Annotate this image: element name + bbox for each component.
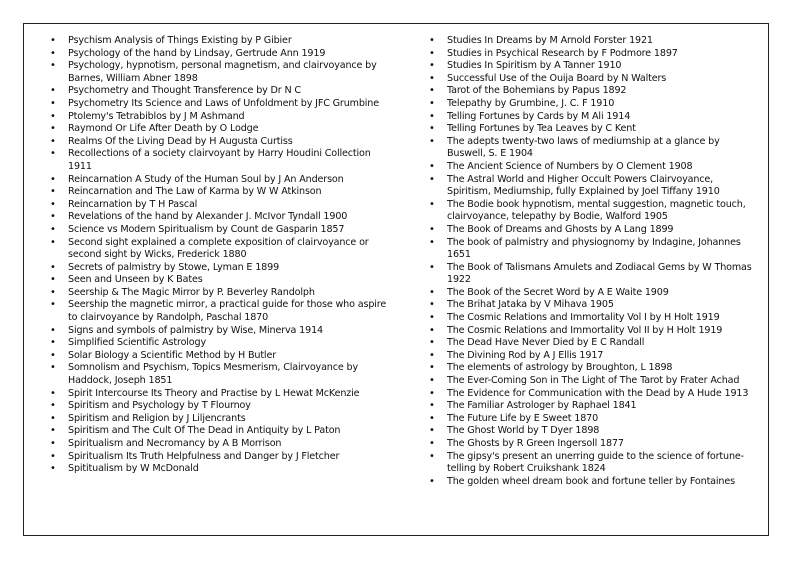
book-list-item: • The Book of Dreams and Ghosts by A Lang 1899	[425, 224, 755, 237]
book-list-item: • Telepathy by Grumbine, J. C. F 1910	[425, 98, 755, 111]
book-list-item: • Revelations of the hand by Alexander J. McIvor Tyndall 1900	[46, 211, 391, 224]
book-list-item: • Reincarnation by T H Pascal	[46, 199, 391, 212]
book-list-item: • Secrets of palmistry by Stowe, Lyman E 1899	[46, 262, 391, 275]
book-list-item: • The Evidence for Communication with the Dead by A Hude 1913	[425, 388, 755, 401]
page-border-frame	[23, 23, 769, 536]
book-list-item: • Reincarnation and The Law of Karma by W W Atkinson	[46, 186, 391, 199]
book-list-item: • The Brihat Jataka by V Mihava 1905	[425, 299, 755, 312]
book-list-item: • Spiritism and Religion by J Liljencrants	[46, 413, 391, 426]
book-list-item: • Spiritualism and Necromancy by A B Morrison	[46, 438, 391, 451]
book-list-item: • The Bodie book hypnotism, mental suggestion, magnetic touch, clairvoyance, telepathy by Bodie, Walford 1905	[425, 199, 755, 224]
book-list-item: • Tarot of the Bohemians by Papus 1892	[425, 85, 755, 98]
book-list-item: • The gipsy's present an unerring guide to the science of fortune-telling by Robert Cruikshank 1824	[425, 451, 755, 476]
book-list-item: • Realms Of the Living Dead by H Augusta Curtiss	[46, 136, 391, 149]
right-book-list	[425, 35, 755, 488]
book-list-item: • Studies in Psychical Research by F Podmore 1897	[425, 48, 755, 61]
book-list-item: • Recollections of a society clairvoyant by Harry Houdini Collection 1911	[46, 148, 391, 173]
book-list-item: • Psychology of the hand by Lindsay, Gertrude Ann 1919	[46, 48, 391, 61]
book-list-item: • Science vs Modern Spiritualism by Count de Gasparin 1857	[46, 224, 391, 237]
left-book-list	[46, 35, 391, 476]
book-list-item: • The elements of astrology by Broughton, L 1898	[425, 362, 755, 375]
book-list-item: • Psychometry Its Science and Laws of Unfoldment by JFC Grumbine	[46, 98, 391, 111]
book-list-item: • Psychometry and Thought Transference by Dr N C	[46, 85, 391, 98]
book-list-item: • Somnolism and Psychism, Topics Mesmerism, Clairvoyance by Haddock, Joseph 1851	[46, 362, 391, 387]
book-list-item: • Studies In Dreams by M Arnold Forster 1921	[425, 35, 755, 48]
book-list-item: • The Book of the Secret Word by A E Waite 1909	[425, 287, 755, 300]
book-list-item: • The Ghost World by T Dyer 1898	[425, 425, 755, 438]
book-list-item: • Telling Fortunes by Tea Leaves by C Kent	[425, 123, 755, 136]
book-list-item: • The Cosmic Relations and Immortality Vol II by H Holt 1919	[425, 325, 755, 338]
book-list-item: • The Future Life by E Sweet 1870	[425, 413, 755, 426]
book-list-item: • Signs and symbols of palmistry by Wise, Minerva 1914	[46, 325, 391, 338]
book-list-item: • Studies In Spiritism by A Tanner 1910	[425, 60, 755, 73]
book-list-item: • Spirit Intercourse Its Theory and Practise by L Hewat McKenzie	[46, 388, 391, 401]
book-list-item: • The Familiar Astrologer by Raphael 1841	[425, 400, 755, 413]
book-list-item: • The Divining Rod by A J Ellis 1917	[425, 350, 755, 363]
book-list-item: • Seen and Unseen by K Bates	[46, 274, 391, 287]
book-list-item: • The adepts twenty-two laws of mediumship at a glance by Buswell, S. E 1904	[425, 136, 755, 161]
book-list-item: • Reincarnation A Study of the Human Soul by J An Anderson	[46, 174, 391, 187]
book-list-item: • Spititualism by W McDonald	[46, 463, 391, 476]
book-list-item: • Seership the magnetic mirror, a practical guide for those who aspire to clairvoyance by Randolph, Paschal 1870	[46, 299, 391, 324]
book-list-item: • Solar Biology a Scientific Method by H Butler	[46, 350, 391, 363]
book-list-item: • The Ghosts by R Green Ingersoll 1877	[425, 438, 755, 451]
book-list-item: • The book of palmistry and physiognomy by Indagine, Johannes 1651	[425, 237, 755, 262]
book-list-item: • Spiritism and Psychology by T Flournoy	[46, 400, 391, 413]
book-list-item: • The Ever-Coming Son in The Light of The Tarot by Frater Achad	[425, 375, 755, 388]
book-list-item: • The Cosmic Relations and Immortality Vol I by H Holt 1919	[425, 312, 755, 325]
book-list-item: • Spiritualism Its Truth Helpfulness and Danger by J Fletcher	[46, 451, 391, 464]
book-list-item: • Psychology, hypnotism, personal magnetism, and clairvoyance by Barnes, William Abner 1898	[46, 60, 391, 85]
book-list-item: • The Astral World and Higher Occult Powers Clairvoyance, Spiritism, Mediumship, fully Explained by Joel Tiffany 1910	[425, 174, 755, 199]
book-list-item: • Telling Fortunes by Cards by M Ali 1914	[425, 111, 755, 124]
book-list-item: • Simplified Scientific Astrology	[46, 337, 391, 350]
book-list-item: • Second sight explained a complete exposition of clairvoyance or second sight by Wicks, Frederick 1880	[46, 237, 391, 262]
book-list-item: • Ptolemy's Tetrabiblos by J M Ashmand	[46, 111, 391, 124]
book-list-item: • The Dead Have Never Died by E C Randall	[425, 337, 755, 350]
book-list-item: • Psychism Analysis of Things Existing by P Gibier	[46, 35, 391, 48]
book-list-item: • Successful Use of the Ouija Board by N Walters	[425, 73, 755, 86]
book-list-item: • Spiritism and The Cult Of The Dead in Antiquity by L Paton	[46, 425, 391, 438]
book-list-item: • The Ancient Science of Numbers by O Clement 1908	[425, 161, 755, 174]
book-list-item: • The golden wheel dream book and fortune teller by Fontaines	[425, 476, 755, 489]
book-list-item: • Raymond Or Life After Death by O Lodge	[46, 123, 391, 136]
book-list-item: • The Book of Talismans Amulets and Zodiacal Gems by W Thomas 1922	[425, 262, 755, 287]
book-list-item: • Seership & The Magic Mirror by P. Beverley Randolph	[46, 287, 391, 300]
